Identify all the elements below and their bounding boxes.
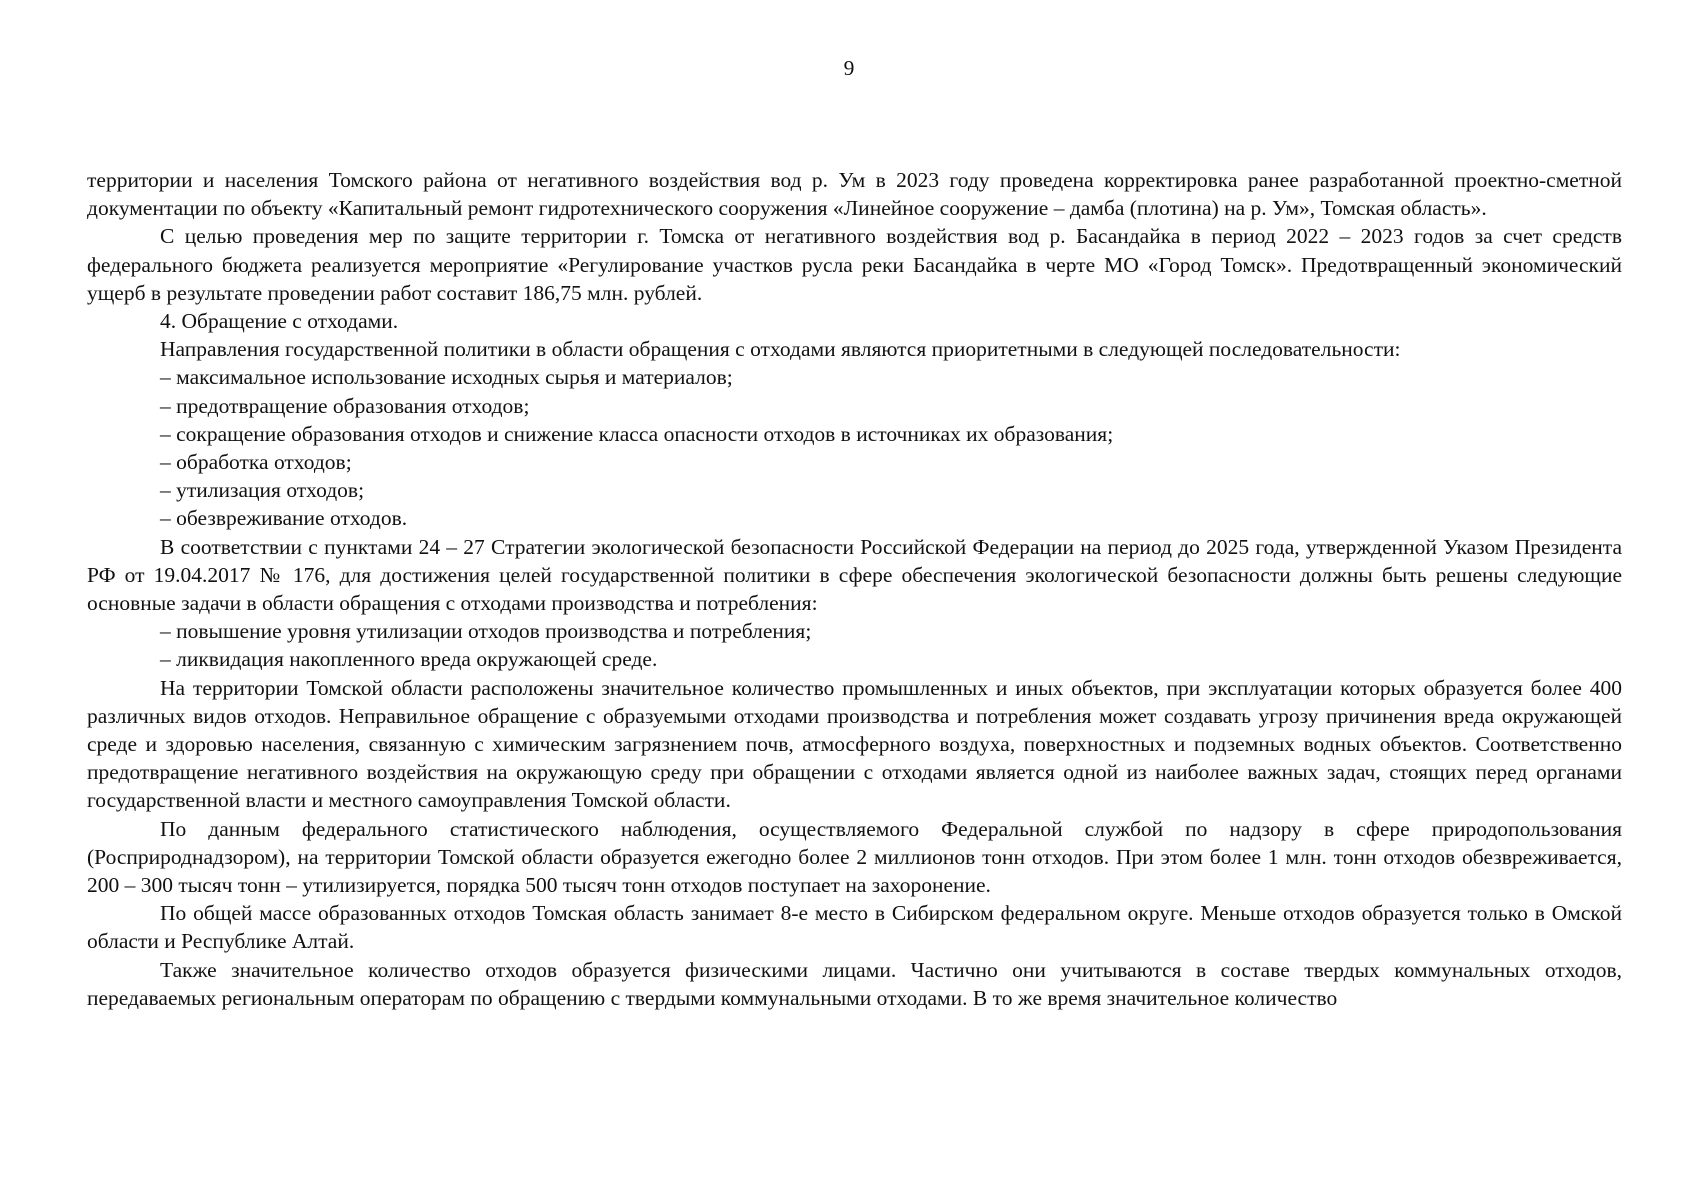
list-item: – обезвреживание отходов. xyxy=(160,506,408,531)
paragraph-statistics: По данным федерального статистического наблюдения, осуществляемого Федеральной службой по надзору в сфере природопользования (Росприроднадзором), на территории Томской области образуется ежегодно более 2 миллионов тонн отходов. При этом более 1 млн. тонн отходов обезвреживается, 200 – 300 тысяч тонн – утилизируется, порядка 500 тысяч тонн отходов поступает на захоронение. xyxy=(87,816,1622,898)
list-item: – утилизация отходов; xyxy=(160,478,365,503)
priority-list xyxy=(87,363,1622,532)
paragraph-basandaika-river: С целью проведения мер по защите территории г. Томска от негативного воздействия вод р. Басандайка в период 2022 – 2023 годов за счет средств федерального бюджета реализуется мероприятие «Регулирование участков русла реки Басандайка в черте МО «Город Томск». Предотвращенный экономический ущерб в результате проведении работ составит 186,75 млн. рублей. xyxy=(87,224,1622,305)
page-number: 9 xyxy=(843,56,855,80)
list-item: – обработка отходов; xyxy=(160,450,352,475)
tasks-list xyxy=(87,617,1622,673)
paragraph-industrial-objects: На территории Томской области расположены значительное количество промышленных и иных объектов, при эксплуатации которых образуется более 400 различных видов отходов. Неправильное обращение с образуемыми отходами производства и потребления может создавать угрозу причинения вреда окружающей среде и здоровью населения, связанную с химическим загрязнением почв, атмосферного воздуха, поверхностных и подземных водных объектов. Соответственно предотвращение негативного воздействия на окружающую среду при обращении с отходами является одной из наиболее важных задач, стоящих перед органами государственной власти и местного самоуправления Томской области. xyxy=(87,675,1622,813)
list-item: – максимальное использование исходных сырья и материалов; xyxy=(160,365,733,390)
paragraph-siberian-ranking: По общей массе образованных отходов Томская область занимает 8-е место в Сибирском федеральном округе. Меньше отходов образуется только в Омской области и Республике Алтай. xyxy=(87,901,1622,954)
list-item: – сокращение образования отходов и снижение класса опасности отходов в источниках их образования; xyxy=(160,421,1114,446)
list-item: – ликвидация накопленного вреда окружающей среде. xyxy=(160,647,658,672)
paragraph-policy-directions: Направления государственной политики в области обращения с отходами являются приоритетными в следующей последовательности: xyxy=(160,337,1401,362)
list-item: – повышение уровня утилизации отходов производства и потребления; xyxy=(160,619,812,644)
paragraph-um-river: территории и населения Томского района от негативного воздействия вод р. Ум в 2023 году проведена корректировка ранее разработанной проектно-сметной документации по объекту «Капитальный ремонт гидротехнического сооружения «Линейное сооружение – дамба (плотина) на р. Ум», Томская область». xyxy=(87,168,1622,221)
paragraph-strategy: В соответствии с пунктами 24 – 27 Стратегии экологической безопасности Российской Федерации на период до 2025 года, утвержденной Указом Президента РФ от 19.04.2017 № 176, для достижения целей государственной политики в сфере обеспечения экологической безопасности должны быть решены следующие основные задачи в области обращения с отходами производства и потребления: xyxy=(87,534,1622,616)
list-item: – предотвращение образования отходов; xyxy=(160,393,530,418)
document-body xyxy=(87,166,1622,1012)
paragraph-household-waste: Также значительное количество отходов образуется физическими лицами. Частично они учитываются в составе твердых коммунальных отходов, передаваемых региональным операторам по обращению с твердыми коммунальными отходами. В то же время значительное количество xyxy=(87,957,1622,1010)
section-heading-waste: 4. Обращение с отходами. xyxy=(160,309,399,334)
